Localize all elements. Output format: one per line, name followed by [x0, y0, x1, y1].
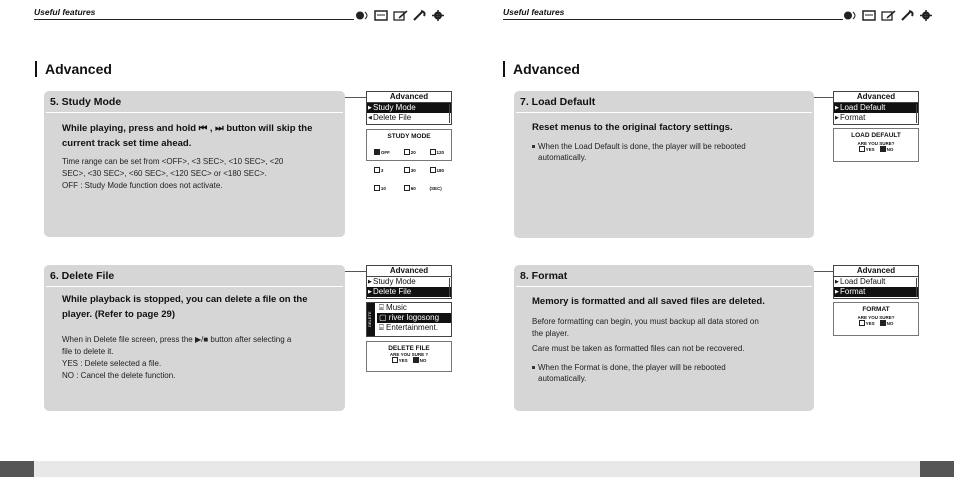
no-option[interactable]: NO [886, 147, 894, 152]
section-title: Advanced [35, 61, 112, 77]
format-panel [514, 265, 814, 411]
speaker-icon [355, 10, 371, 21]
divider [46, 286, 343, 287]
footer-tab [920, 461, 954, 477]
format-screen [833, 302, 919, 336]
yes-option[interactable]: YES [865, 321, 875, 326]
panel-text: OFF : Study Mode function does not activate. [62, 181, 223, 190]
study-mode-screen [366, 129, 452, 191]
scrollbar [449, 278, 450, 297]
book-icon [862, 10, 878, 21]
wrench-icon [412, 10, 428, 21]
header-rule [34, 19, 354, 20]
section-title: Advanced [503, 61, 580, 77]
menu-item[interactable]: ▶ Format [835, 113, 866, 122]
panel-bold-text: player. (Refer to page 29) [62, 309, 175, 320]
menu-item[interactable]: ▶ Load Default [835, 277, 886, 286]
right-page [477, 0, 954, 477]
load-default-menu [833, 91, 919, 125]
panel-title: 5. Study Mode [50, 96, 122, 108]
menu-item[interactable]: ▶ Study Mode [367, 103, 451, 113]
no-option[interactable]: NO [419, 358, 427, 363]
list-item[interactable]: ⌸ Music [379, 303, 407, 312]
screen-title: LOAD DEFAULT [851, 132, 901, 139]
screen-title: STUDY MODE [387, 133, 431, 140]
connector-line [345, 271, 367, 272]
edit-icon [881, 10, 897, 21]
panel-text: When the Load Default is done, the player will be rebooted [532, 141, 746, 153]
divider [516, 286, 812, 287]
header-rule [503, 19, 843, 20]
panel-text: NO : Cancel the delete function. [62, 371, 176, 380]
panel-text: automatically. [538, 153, 587, 162]
load-default-panel [514, 91, 814, 238]
menu-item[interactable]: ▶ Load Default [834, 103, 918, 113]
speaker-icon [843, 10, 859, 21]
wrench-icon [900, 10, 916, 21]
panel-title: 6. Delete File [50, 270, 115, 282]
panel-text: Before formatting can begin, you must backup all data stored on [532, 317, 759, 326]
panel-bold-text: While playing, press and hold ⏮ , ⏭ button will skip the [62, 123, 313, 134]
gear-icon [431, 10, 447, 21]
connector-line [345, 97, 367, 98]
panel-text: YES : Delete selected a file. [62, 359, 162, 368]
header-icons [355, 10, 447, 21]
delete-file-list [366, 302, 452, 337]
panel-bold-text: While playback is stopped, you can delete a file on the [62, 294, 308, 305]
screen-question: ARE YOU SURE ? [389, 352, 429, 357]
study-options: OFF 3 10 20 30 60 120 180 (SEC) [367, 141, 451, 195]
panel-bold-text: current track set time ahead. [62, 138, 192, 149]
list-item[interactable]: ⌸ Entertainment. [379, 323, 439, 332]
panel-title: 8. Format [520, 270, 568, 282]
header-label: Useful features [503, 7, 565, 17]
gear-icon [919, 10, 935, 21]
menu-item[interactable]: ▶ Study Mode [368, 277, 416, 286]
header-label: Useful features [34, 7, 96, 17]
screen-title: DELETE FILE [388, 345, 430, 352]
panel-text: Care must be taken as formatted files can not be recovered. [532, 344, 745, 353]
screen-title: FORMAT [862, 306, 890, 313]
delete-file-screen [366, 341, 452, 372]
yes-option[interactable]: YES [398, 358, 408, 363]
footer-bar [477, 461, 920, 477]
header-icons [843, 10, 935, 21]
side-label: DELETE [367, 303, 375, 336]
delete-file-panel [44, 265, 345, 411]
panel-text: When in Delete file screen, press the ▶/■ button after selecting a [62, 335, 292, 344]
panel-text: SEC>, <30 SEC>, <60 SEC>, <120 SEC> or <180 SEC>. [62, 169, 267, 178]
menu-header: Advanced [834, 92, 918, 103]
study-mode-menu [366, 91, 452, 125]
menu-item[interactable]: ▶ Format [834, 287, 918, 297]
yes-option[interactable]: YES [865, 147, 875, 152]
footer-tab [0, 461, 34, 477]
footer-bar [34, 461, 477, 477]
divider [46, 112, 343, 113]
scrollbar [916, 278, 917, 297]
study-mode-panel [44, 91, 345, 237]
book-icon [374, 10, 390, 21]
panel-text: Time range can be set from <OFF>, <3 SEC>, <10 SEC>, <20 [62, 157, 284, 166]
panel-text: the player. [532, 329, 569, 338]
screen-question: ARE YOU SURE? [857, 315, 895, 320]
menu-header: Advanced [367, 92, 451, 103]
connector-line [814, 271, 834, 272]
menu-item[interactable]: ▶ Delete File [367, 287, 451, 297]
panel-title: 7. Load Default [520, 96, 596, 108]
menu-item[interactable]: ◀ Delete File [368, 113, 412, 122]
menu-header: Advanced [834, 266, 918, 277]
load-default-screen [833, 128, 919, 162]
list-item[interactable]: ▢ river logosong [377, 313, 451, 323]
divider [516, 112, 812, 113]
panel-bold-text: Memory is formatted and all saved files are deleted. [532, 296, 765, 307]
no-option[interactable]: NO [886, 321, 894, 326]
panel-bold-text: Reset menus to the original factory settings. [532, 122, 733, 133]
panel-text: When the Format is done, the player will be rebooted [532, 362, 726, 374]
connector-line [814, 97, 834, 98]
scrollbar [449, 104, 450, 123]
panel-text: file to delete it. [62, 347, 114, 356]
panel-text: automatically. [538, 374, 587, 383]
screen-question: ARE YOU SURE? [857, 141, 895, 146]
format-menu [833, 265, 919, 299]
delete-file-menu [366, 265, 452, 299]
menu-header: Advanced [367, 266, 451, 277]
scrollbar [916, 104, 917, 123]
edit-icon [393, 10, 409, 21]
